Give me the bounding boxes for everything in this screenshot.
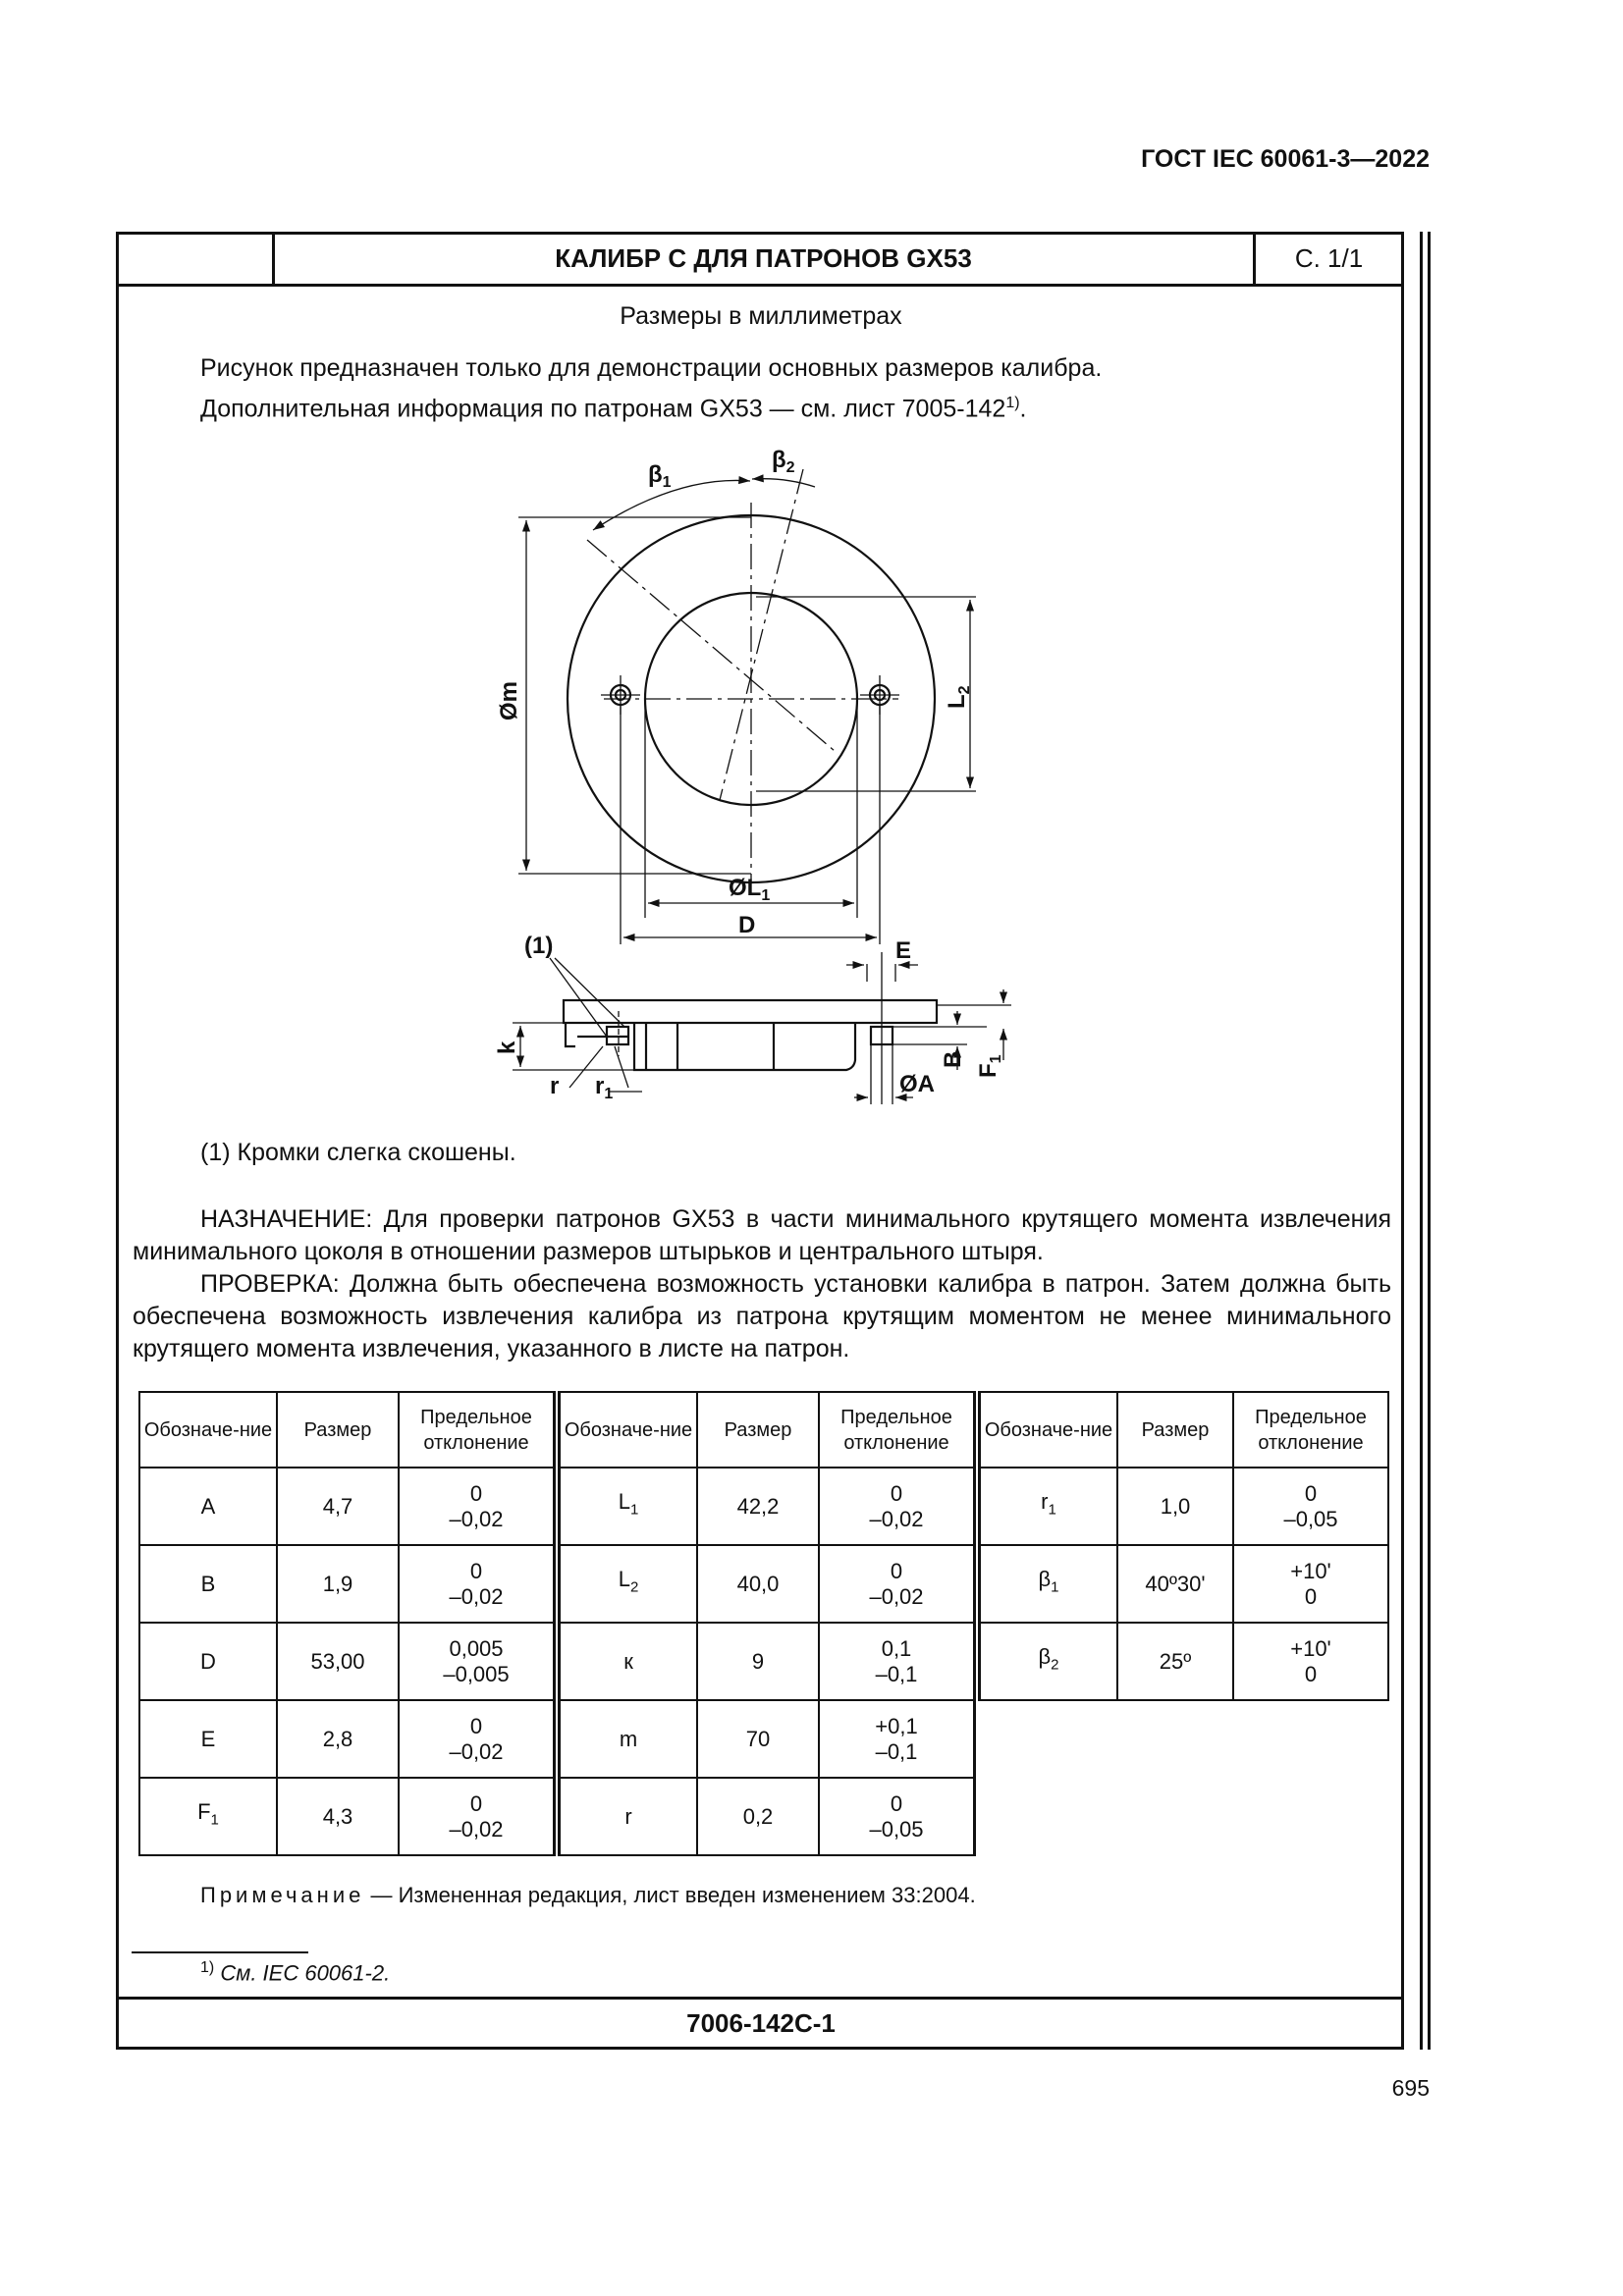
cell-symbol: B <box>139 1545 277 1623</box>
col-header-size: Размер <box>277 1392 399 1468</box>
cell-symbol: $F_1$ <box>139 1778 277 1855</box>
cell-symbol: A <box>139 1468 277 1545</box>
footnote-rule <box>132 1951 308 1953</box>
cell-symbol: $\beta_2$ <box>980 1623 1118 1700</box>
label-mark1: (1) <box>524 933 554 959</box>
cell-symbol: r <box>560 1778 698 1855</box>
cell-deviation: 0,005 –0,005 <box>399 1623 555 1700</box>
label-beta1: $\beta_1$ <box>648 461 672 491</box>
cell-deviation: 0 –0,02 <box>819 1545 975 1623</box>
dimension-table <box>138 1391 1389 1856</box>
cell-deviation: 0 –0,02 <box>399 1545 555 1623</box>
cell-deviation: 0 –0,02 <box>399 1468 555 1545</box>
cell-size: 25º <box>1117 1623 1233 1700</box>
cell-deviation: +10' 0 <box>1233 1623 1388 1700</box>
cell-symbol: m <box>560 1700 698 1778</box>
cell-symbol: $r_1$ <box>980 1468 1118 1545</box>
cell-deviation: +0,1 –0,1 <box>819 1700 975 1778</box>
cell-symbol: $L_1$ <box>560 1468 698 1545</box>
footnote: $^{1)}$ См. IEC 60061-2. <box>200 1959 391 1986</box>
cell-deviation: 0,1 –0,1 <box>819 1623 975 1700</box>
col-header-size: Размер <box>1117 1392 1233 1468</box>
cell-size: 42,2 <box>697 1468 819 1545</box>
purpose-paragraph: НАЗНАЧЕНИЕ: Для проверки патронов GX53 в части минимального крутящего момента извлечения минимального цоколя в отношении размеров штырьков и центрального штыря. <box>133 1205 1391 1265</box>
label-beta2: $\beta_2$ <box>772 447 795 476</box>
intro-text <box>200 350 1379 426</box>
units-note: Размеры в миллиметрах <box>620 302 902 330</box>
cell-symbol: $L_2$ <box>560 1545 698 1623</box>
cell-size: 0,2 <box>697 1778 819 1855</box>
table-row <box>139 1700 1388 1778</box>
cell-size: 4,7 <box>277 1468 399 1545</box>
col-header-deviation: Предельное отклонение <box>399 1392 555 1468</box>
table-row <box>139 1468 1388 1545</box>
label-dm: Øm <box>496 680 522 721</box>
col-header-symbol: Обозначе-ние <box>139 1392 277 1468</box>
label-d: D <box>738 912 756 938</box>
label-e: E <box>895 937 912 964</box>
col-header-size: Размер <box>697 1392 819 1468</box>
cell-size: 2,8 <box>277 1700 399 1778</box>
col-header-symbol: Обозначе-ние <box>980 1392 1118 1468</box>
cell-size: 1,9 <box>277 1545 399 1623</box>
label-da: ØA <box>899 1071 935 1097</box>
col-header-deviation: Предельное отклонение <box>1233 1392 1388 1468</box>
cell-symbol: к <box>560 1623 698 1700</box>
cell-size: 70 <box>697 1700 819 1778</box>
cell-size: 4,3 <box>277 1778 399 1855</box>
intro-line-1: Рисунок предназначен только для демонстрации основных размеров калибра. <box>200 354 1103 382</box>
gauge-drawing <box>491 436 1041 1123</box>
cell-deviation: 0 –0,02 <box>399 1778 555 1855</box>
cell-size: 1,0 <box>1117 1468 1233 1545</box>
frame-double-line <box>1420 232 1431 2050</box>
check-paragraph: ПРОВЕРКА: Должна быть обеспечена возможность установки калибра в патрон. Затем должна быть обеспечена возможность извлечения калибра из патрона крутящим моментом не менее минимального крутящего момента извлечения, указанного в листе на патрон. <box>133 1270 1391 1362</box>
cell-size: 9 <box>697 1623 819 1700</box>
cell-size: 40º30' <box>1117 1545 1233 1623</box>
sheet-number: С. 1/1 <box>1294 243 1364 273</box>
cell-symbol: $\beta_1$ <box>980 1545 1118 1623</box>
cell-deviation: 0 –0,02 <box>399 1700 555 1778</box>
standard-number: ГОСТ IEC 60061-3—2022 <box>1141 145 1430 173</box>
label-f1: $F_1$ <box>975 1054 1004 1078</box>
cell-deviation: 0 –0,05 <box>1233 1468 1388 1545</box>
cell-size: 53,00 <box>277 1623 399 1700</box>
cell-symbol: E <box>139 1700 277 1778</box>
sheet-title: КАЛИБР С ДЛЯ ПАТРОНОВ GX53 <box>555 243 972 273</box>
table-row <box>139 1778 1388 1855</box>
cell-symbol: D <box>139 1623 277 1700</box>
note: Примечание — Измененная редакция, лист введен изменением 33:2004. <box>200 1883 976 1907</box>
sheet-code: 7006-142С-1 <box>686 2008 836 2038</box>
legend-note: (1) Кромки слегка скошены. <box>200 1139 516 1166</box>
col-header-symbol: Обозначе-ние <box>560 1392 698 1468</box>
col-header-deviation: Предельное отклонение <box>819 1392 975 1468</box>
label-b: B <box>940 1050 966 1068</box>
label-r1: $r_1$ <box>595 1073 614 1102</box>
table-row <box>139 1623 1388 1700</box>
label-r: r <box>550 1073 560 1099</box>
cell-size: 40,0 <box>697 1545 819 1623</box>
cell-deviation: +10' 0 <box>1233 1545 1388 1623</box>
label-dl1: $ØL_1$ <box>729 875 771 904</box>
cell-deviation: 0 –0,05 <box>819 1778 975 1855</box>
label-l2: $L_2$ <box>944 685 973 709</box>
intro-line-2: Дополнительная информация по патронам GX53 — см. лист 7005-142$^{1)}$. <box>200 395 1027 423</box>
cell-deviation: 0 –0,02 <box>819 1468 975 1545</box>
page-number: 695 <box>1391 2075 1430 2101</box>
label-k: k <box>494 1041 520 1054</box>
table-row <box>139 1545 1388 1623</box>
